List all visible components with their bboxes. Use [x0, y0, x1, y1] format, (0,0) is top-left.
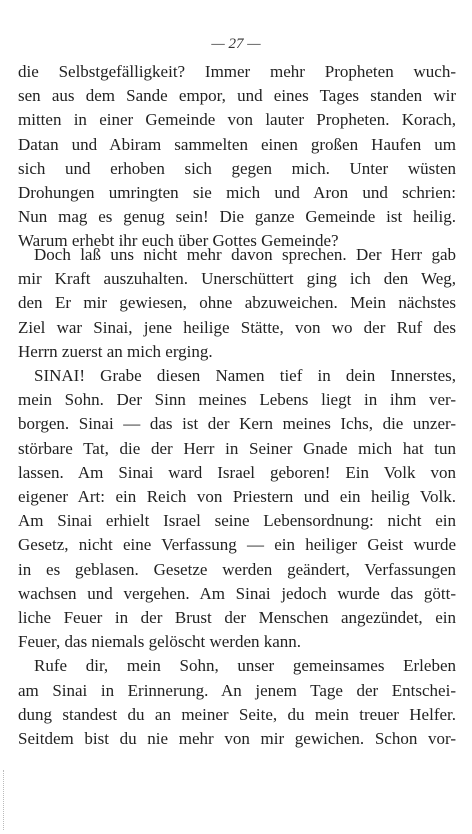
text-line: Doch laß uns nicht mehr davon sprechen. Der Herr gab [34, 245, 456, 264]
paragraph [18, 243, 456, 364]
text-line: Ziel war Sinai, jene heilige Stätte, von wo der Ruf des [18, 317, 456, 337]
text-line: Drohungen umringten sie mich und Aron und schrien: [18, 183, 456, 203]
page-number: — 27 — [211, 36, 261, 52]
text-line: am Sinai in Erinnerung. An jenem Tage der Entschei- [18, 680, 456, 700]
text-line: liche Feuer in der Brust der Menschen angezündet, ein [18, 608, 456, 628]
text-line: dung standest du an meiner Seite, du mein treuer Helfer. [18, 704, 456, 724]
text-block-top [18, 60, 456, 254]
text-line: SINAI! Grabe diesen Namen tief in dein Innerstes, [34, 366, 456, 386]
text-line: mein Sohn. Der Sinn meines Lebens liegt in ihm ver- [18, 390, 456, 410]
text-line: die Selbstgefälligkeit? Immer mehr Propheten wuch- [18, 62, 456, 81]
text-line: störbare Tat, die der Herr in Seiner Gnade mich hat tun [18, 438, 456, 458]
text-line: mir Kraft auszuhalten. Unerschüttert ging ich den Weg, [18, 269, 456, 289]
text-line: sen aus dem Sande empor, und eines Tages standen wir [18, 86, 456, 106]
text-line: sich und erhoben sich gegen mich. Unter wüsten [18, 158, 456, 178]
text-line: den Er mir gewiesen, ohne abzuweichen. Mein nächstes [18, 293, 456, 313]
text-line: Rufe dir, mein Sohn, unser gemeinsames Erleben [34, 656, 456, 676]
text-line: lassen. Am Sinai ward Israel geboren! Ein Volk von [18, 462, 456, 482]
text-line: Nun mag es genug sein! Die ganze Gemeinde ist heilig. [18, 207, 456, 227]
page-edge-mark [3, 770, 5, 830]
text-line: in es geblasen. Gesetze werden geändert, Verfassungen [18, 559, 456, 579]
text-line: borgen. Sinai — das ist der Kern meines Ichs, die unzer- [18, 414, 456, 434]
text-block-main [18, 243, 456, 751]
text-line: eigener Art: ein Reich von Priestern und ein heilig Volk. [18, 487, 456, 507]
text-line: Feuer, das niemals gelöscht werden kann. [18, 632, 302, 652]
text-line: mitten in einer Gemeinde von lauter Propheten. Korach, [18, 110, 456, 130]
text-line: wachsen und vergehen. Am Sinai jedoch wurde das gött- [18, 583, 456, 603]
text-line: Datan und Abiram sammelten einen großen Haufen um [18, 134, 456, 154]
text-line: Seitdem bist du nie mehr von mir gewichen. Schon vor- [18, 729, 456, 749]
paragraph [18, 60, 456, 254]
text-line: Am Sinai erhielt Israel seine Lebensordnung: nicht ein [18, 511, 456, 531]
text-line: Herrn zuerst an mich erging. [18, 341, 213, 361]
text-line: Gesetz, nicht eine Verfassung — ein heiliger Geist wurde [18, 535, 456, 555]
text-line: Warum erhebt ihr euch über Gottes Gemeinde? [18, 231, 339, 251]
paragraph [18, 364, 456, 654]
paragraph [18, 654, 456, 751]
